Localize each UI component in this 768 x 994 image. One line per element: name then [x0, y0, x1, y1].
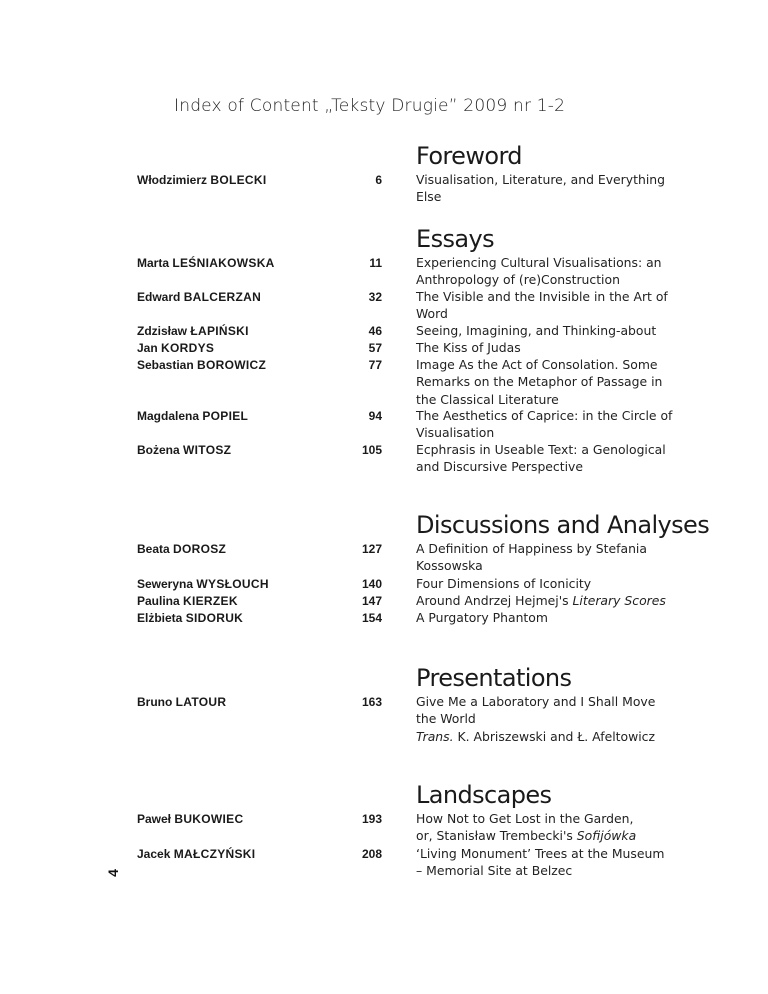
section-heading-presentations: Presentations: [416, 664, 572, 692]
article-title: The Kiss of Judas: [416, 340, 521, 355]
article-title: The Visible and the Invisible in the Art of Word: [416, 289, 668, 322]
author: Jacek MAŁCZYŃSKI: [137, 847, 256, 861]
page-number: 154: [361, 611, 382, 625]
folio-page-number: 4: [104, 869, 121, 877]
author: Jan KORDYS: [137, 341, 215, 355]
page-number: 11: [369, 256, 382, 270]
author: Paweł BUKOWIEC: [137, 812, 244, 826]
article-title: Image As the Act of Consolation. Some Remarks on the Metaphor of Passage in the Classical Literature: [416, 357, 663, 407]
article-title: A Purgatory Phantom: [416, 610, 548, 625]
page-number: 46: [368, 324, 382, 338]
page-title: Index of Content „Teksty Drugie” 2009 nr 1-2: [174, 96, 566, 116]
article-title: The Aesthetics of Caprice: in the Circle of Visualisation: [416, 408, 673, 441]
article-title: Ecphrasis in Useable Text: a Genological and Discursive Perspective: [416, 442, 666, 475]
author: Bruno LATOUR: [137, 695, 227, 709]
page-number: 105: [361, 443, 382, 457]
article-title: A Definition of Happiness by Stefania Kossowska: [416, 541, 647, 574]
author: Marta LEŚNIAKOWSKA: [137, 256, 275, 270]
article-title: How Not to Get Lost in the Garden, or, Stanisław Trembecki's Sofijówka: [416, 811, 637, 844]
article-title: Give Me a Laboratory and I Shall Move the World Trans. K. Abriszewski and Ł. Afeltowicz: [416, 694, 656, 744]
article-title: Seeing, Imagining, and Thinking-about: [416, 323, 657, 338]
article-title: Experiencing Cultural Visualisations: an Anthropology of (re)Construction: [416, 255, 662, 288]
page-number: 163: [361, 695, 382, 709]
page-number: 208: [361, 847, 382, 861]
page-number: 127: [361, 542, 382, 556]
author: Edward BALCERZAN: [137, 290, 262, 304]
page-number: 57: [368, 341, 382, 355]
page-number: 32: [368, 290, 382, 304]
page-number: 140: [361, 577, 382, 591]
author: Paulina KIERZEK: [137, 594, 238, 608]
page-number: 147: [361, 594, 382, 608]
section-heading-essays: Essays: [416, 225, 494, 253]
author: Beata DOROSZ: [137, 542, 227, 556]
article-title: Four Dimensions of Iconicity: [416, 576, 592, 591]
author: Elżbieta SIDORUK: [137, 611, 244, 625]
section-heading-discussions: Discussions and Analyses: [416, 511, 710, 539]
page-number: 6: [375, 173, 382, 187]
article-title: Around Andrzej Hejmej's Literary Scores: [416, 593, 666, 608]
article-title: ‘Living Monument’ Trees at the Museum – Memorial Site at Belzec: [416, 846, 665, 879]
page-number: 193: [361, 812, 382, 826]
author: Włodzimierz BOLECKI: [137, 173, 267, 187]
article-title: Visualisation, Literature, and Everything Else: [416, 172, 665, 205]
page-number: 94: [368, 409, 382, 423]
author: Sebastian BOROWICZ: [137, 358, 267, 372]
section-heading-foreword: Foreword: [416, 142, 522, 170]
author: Zdzisław ŁAPIŃSKI: [137, 324, 249, 338]
page-number: 77: [368, 358, 382, 372]
author: Bożena WITOSZ: [137, 443, 232, 457]
section-heading-landscapes: Landscapes: [416, 781, 552, 809]
author: Seweryna WYSŁOUCH: [137, 577, 269, 591]
author: Magdalena POPIEL: [137, 409, 249, 423]
